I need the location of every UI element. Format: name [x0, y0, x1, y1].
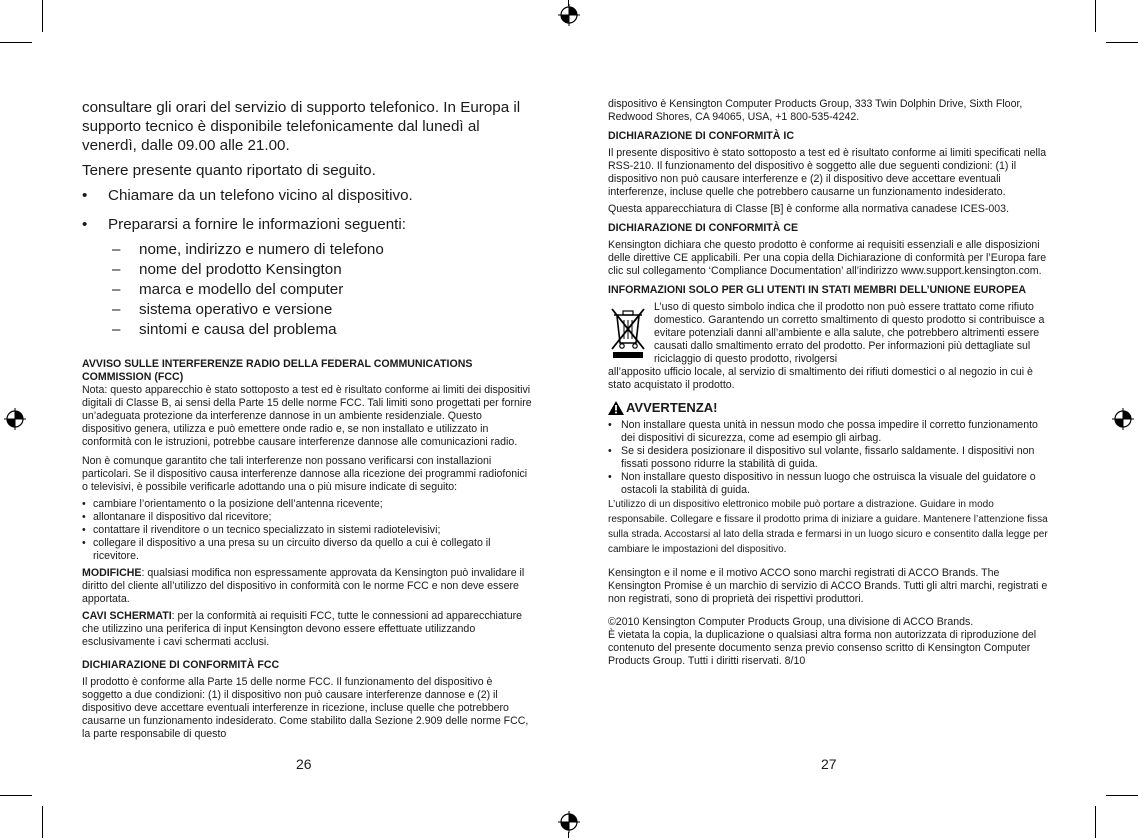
- registration-mark-icon: [4, 408, 26, 430]
- list-item: • allontanare il dispositivo dal ricevitore;: [82, 511, 272, 523]
- fcc-paragraph: Nota: questo apparecchio è stato sottoposto a test ed è risultato conforme ai limiti dei dispositivi digitali di Classe B, ai sensi della Parte 15 delle norme FCC. Tali limiti sono progettati per fornire un’adeguata protezione da interferenze dannose in un ambiente residenziale. Questo dispositivo genera, utilizza e può emettere onde radio e, se non installato e utilizzato in conformità con le istruzioni, potrebbe causare interferenze dannose alle comunicazioni radio.: [82, 384, 532, 448]
- weee-bin-icon: [608, 303, 648, 359]
- list-item: • Chiamare da un telefono vicino al dispositivo.: [82, 187, 413, 204]
- crop-mark: [1095, 806, 1096, 838]
- shielded-cables-paragraph: CAVI SCHERMATI: per la conformità ai requisiti FCC, tutte le connessioni ad apparecchiature che utilizzino una periferica di input Kensington devono essere effettuate utilizzando esclusivamente i cavi schermati acclusi.: [82, 610, 523, 648]
- note-text: Tenere presente quanto riportato di seguito.: [82, 162, 376, 179]
- distraction-text: L’utilizzo di un dispositivo elettronico mobile può portare a distrazione. Guidare in modo responsabile. Collegare e fissare il prodotto prima di iniziare a guidare. Mantenere l’attenzione fissa sulla strada. Accostarsi al lato della strada e fermarsi in un luogo sicuro e consentito dalla legge per cambiare le impostazioni del dispositivo.: [608, 499, 1048, 555]
- fcc-paragraph: Non è comunque garantito che tali interferenze non possano verificarsi con installazioni particolari. Se il dispositivo causa interferenze dannose alla ricezione dei programmi radiofonici o televisivi, è possibile verificarle adottando una o più misure indicate di seguito:: [82, 455, 528, 493]
- fcc-conformity-text: Il prodotto è conforme alla Parte 15 delle norme FCC. Il funzionamento del dispositivo è soggetto a due condizioni: (1) il dispositivo non può causare interferenze dannose e (2) il dispositivo deve accettare eventuali interferenze in ricezione, incluse quelle che potrebbero causarne un funzionamento indesiderato. Come stabilito dalla Sezione 2.909 delle norme FCC, la parte responsabile di questo: [82, 676, 529, 740]
- eu-paragraph: all’apposito ufficio locale, al servizio di smaltimento dei rifiuti domestici o al negozio in cui è stato acquistato il prodotto.: [608, 366, 1033, 391]
- fcc-conformity-heading: DICHIARAZIONE DI CONFORMITÀ FCC: [82, 659, 280, 671]
- copyright-line: ©2010 Kensington Computer Products Group, una divisione di ACCO Brands.: [608, 616, 974, 628]
- ic-heading: DICHIARAZIONE DI CONFORMITÀ IC: [608, 130, 794, 142]
- copyright-text: È vietata la copia, la duplicazione o qualsiasi altra forma non autorizzata di riproduzione del contenuto del presente documento senza previo consenso scritto di Kensington Computer Products Group. Tutti i diritti riservati. 8/10: [608, 629, 1037, 667]
- ic-paragraph: Il presente dispositivo è stato sottoposto a test ed è risultato conforme ai limiti specificati nella RSS-210. Il funzionamento del dispositivo è soggetto alle due seguenti condizioni: (1) il dispositivo non può causare interferenze e (2) il dispositivo deve accettare eventuali interferenze, incluse quelle che potrebbero causarne un funzionamento indesiderato.: [608, 147, 1047, 198]
- crop-mark: [0, 795, 32, 796]
- list-item: • collegare il dispositivo a una presa su un circuito diverso da quello a cui è collegato il ricevitore.: [82, 537, 491, 562]
- trademark-text: Kensington e il nome e il motivo ACCO sono marchi registrati di ACCO Brands. The Kensington Promise è un marchio di servizio di ACCO Brands. Tutti gli altri marchi, registrati e non registrati, sono di proprietà dei rispettivi produttori.: [608, 567, 1048, 605]
- list-item: • Non installare questo dispositivo in nessun luogo che ostruisca la visuale del guidatore o ostacoli la stabilità di guida.: [608, 471, 1036, 496]
- list-item: • Se si desidera posizionare il dispositivo sul volante, fissarlo saldamente. I dispositivi non fissati possono ridurre la stabilità di guida.: [608, 445, 1035, 470]
- crop-mark: [0, 42, 32, 43]
- left-page: [82, 98, 532, 741]
- registration-mark-icon: [1112, 408, 1134, 430]
- list-item: – nome del prodotto Kensington: [112, 261, 342, 278]
- list-item: • cambiare l’orientamento o la posizione dell’antenna ricevente;: [82, 498, 383, 510]
- registration-mark-icon: [558, 4, 580, 26]
- list-item: – sintomi e causa del problema: [112, 321, 337, 338]
- registration-mark-icon: [558, 811, 580, 833]
- warning-icon: [608, 401, 624, 415]
- eu-paragraph: L’uso di questo simbolo indica che il prodotto non può essere trattato come rifiuto domestico. Garantendo un corretto smaltimento di questo prodotto si contribuisce a evitare potenziali danni all’ambiente e alla salute, che potrebbero altrimenti essere causati dallo smaltimento errato del prodotto. Per informazioni più dettagliate sul riciclaggio di questo prodotto, rivolgersi: [654, 301, 1045, 365]
- crop-mark: [42, 806, 43, 838]
- support-hours-text: consultare gli orari del servizio di supporto telefonico. In Europa il supporto tecnico è disponibile telefonicamente dal lunedì al venerdì, dalle 09.00 alle 21.00.: [82, 99, 521, 154]
- responsible-party-text: dispositivo è Kensington Computer Products Group, 333 Twin Dolphin Drive, Sixth Floor, Redwood Shores, CA 94065, USA, +1 800-535-4242.: [608, 98, 1023, 123]
- warning-heading: AVVERTENZA!: [608, 400, 1053, 415]
- list-item: • contattare il rivenditore o un tecnico specializzato in sistemi radiotelevisivi;: [82, 524, 441, 536]
- list-item: • Non installare questa unità in nessun modo che possa impedire il corretto funzionamento dei dispositivi di sicurezza, come ad esempio gli airbag.: [608, 419, 1038, 444]
- page-number: 27: [821, 756, 837, 772]
- ce-paragraph: Kensington dichiara che questo prodotto è conforme ai requisiti essenziali e alle disposizioni delle direttive CE applicabili. Per una copia della Dichiarazione di conformità per l’Europa fare clic sul collegamento ‘Compliance Documentation’ all’indirizzo www.support.kensington.com.: [608, 239, 1047, 277]
- ce-heading: DICHIARAZIONE DI CONFORMITÀ CE: [608, 222, 799, 234]
- ic-paragraph: Questa apparecchiatura di Classe [B] è conforme alla normativa canadese ICES-003.: [608, 203, 1010, 215]
- list-item: – sistema operativo e versione: [112, 301, 333, 318]
- crop-mark: [1095, 0, 1096, 32]
- modifications-paragraph: MODIFICHE: qualsiasi modifica non espressamente approvata da Kensington può invalidare il diritto del cliente all’utilizzo del dispositivo in conformità con le norme FCC e non deve essere apportata.: [82, 567, 525, 605]
- crop-mark: [1106, 795, 1138, 796]
- list-item: – marca e modello del computer: [112, 281, 344, 298]
- crop-mark: [1106, 42, 1138, 43]
- list-item: • Prepararsi a fornire le informazioni seguenti:: [82, 216, 406, 233]
- right-page: [608, 98, 1053, 668]
- list-item: – nome, indirizzo e numero di telefono: [112, 241, 384, 258]
- fcc-heading: AVVISO SULLE INTERFERENZE RADIO DELLA FEDERAL COMMUNICATIONS COMMISSION (FCC): [82, 358, 473, 383]
- page-number: 26: [296, 756, 312, 772]
- crop-mark: [42, 0, 43, 32]
- eu-heading: INFORMAZIONI SOLO PER GLI UTENTI IN STATI MEMBRI DELL’UNIONE EUROPEA: [608, 284, 1027, 296]
